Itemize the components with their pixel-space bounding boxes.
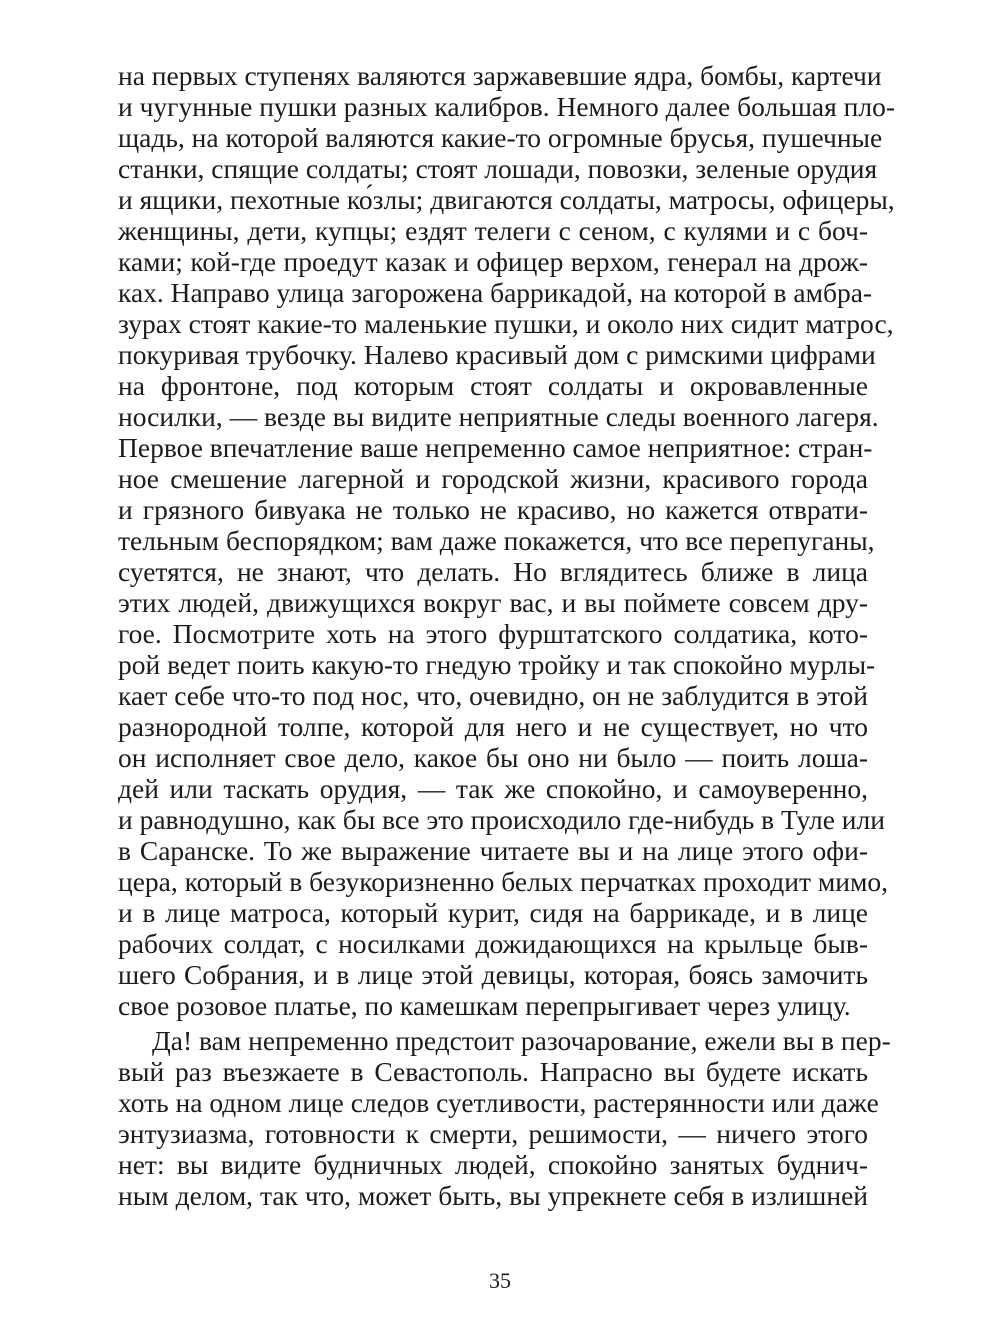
text-line: на фронтоне, под которым стоят солдаты и окровавленные (118, 370, 868, 401)
text-line: дей или таскать орудия, — так же спокойно, и самоуверенно, (118, 773, 868, 804)
text-line: Да! вам непременно предстоит разочарование, ежели вы в пер- (152, 1025, 891, 1056)
text-line: он исполняет свое дело, какое бы оно ни было — поить лоша- (118, 742, 868, 773)
text-line: энтузиазма, готовности к смерти, решимости, — ничего этого (118, 1118, 868, 1149)
paragraph-2 (118, 1025, 891, 1211)
text-line: носилки, — везде вы видите неприятные следы военного лагеря. (118, 401, 879, 432)
text-line: и грязного бивуака не только не красиво, но кажется отврати- (118, 494, 868, 525)
text-line: в Саранске. То же выражение читаете вы и на лице этого офи- (118, 835, 868, 866)
text-line: и ящики, пехотные ко́злы; двигаются солдаты, матросы, офицеры, (118, 184, 895, 215)
text-line: ное смешение лагерной и городской жизни, красивого города (118, 463, 868, 494)
text-line: тельным беспорядком; вам даже покажется, что все перепуганы, (118, 525, 875, 556)
text-line: нет: вы видите будничных людей, спокойно занятых буднич- (118, 1149, 868, 1180)
text-line: хоть на одном лице следов суетливости, растерянности или даже (118, 1087, 879, 1118)
page-number: 35 (489, 1268, 511, 1293)
text-line: покуривая трубочку. Налево красивый дом с римскими цифрами (118, 339, 876, 370)
text-line: женщины, дети, купцы; ездят телеги с сеном, с кулями и с боч- (118, 215, 868, 246)
text-line: рой ведет поить какую-то гнедую тройку и так спокойно мурлы- (118, 649, 876, 680)
text-line: этих людей, движущихся вокруг вас, и вы поймете совсем дру- (118, 587, 868, 618)
text-line: зурах стоят какие-то маленькие пушки, и около них сидит матрос, (118, 308, 894, 339)
text-line: и равнодушно, как бы все это происходило где-нибудь в Туле или (118, 804, 885, 835)
text-line: разнородной толпе, которой для него и не существует, но что (118, 711, 868, 742)
text-line: суетятся, не знают, что делать. Но вглядитесь ближе в лица (118, 556, 868, 587)
text-line: ках. Направо улица загорожена баррикадой, на которой в амбра- (118, 277, 873, 308)
text-line: и в лице матроса, который курит, сидя на баррикаде, и в лице (118, 897, 868, 928)
text-line: щадь, на которой валяются какие-то огромные брусья, пушечные (118, 122, 883, 153)
text-line: гое. Посмотрите хоть на этого фурштатского солдатика, кото- (118, 618, 868, 649)
text-line: кает себе что-то под нос, что, очевидно, он не заблудится в этой (118, 680, 868, 711)
text-line: ным делом, так что, может быть, вы упрекнете себя в излишней (118, 1180, 868, 1211)
text-line: рабочих солдат, с носилками дожидающихся на крыльце быв- (118, 928, 868, 959)
text-line: на первых ступенях валяются заржавевшие ядра, бомбы, картечи (118, 60, 882, 91)
text-line: и чугунные пушки разных калибров. Немного далее большая пло- (118, 91, 895, 122)
text-line: цера, который в безукоризненно белых перчатках проходит мимо, (118, 866, 888, 897)
text-line: свое розовое платье, по камешкам перепрыгивает через улицу. (118, 990, 851, 1021)
text-line: вый раз въезжаете в Севастополь. Напрасно вы будете искать (118, 1056, 868, 1087)
text-line: ками; кой-где проедут казак и офицер верхом, генерал на дрож- (118, 246, 868, 277)
text-line: станки, спящие солдаты; стоят лошади, повозки, зеленые орудия (118, 153, 878, 184)
text-line: шего Собрания, и в лице этой девицы, которая, боясь замочить (118, 959, 868, 990)
page-body (118, 60, 895, 1211)
paragraph-1 (118, 60, 895, 1021)
text-line: Первое впечатление ваше непременно самое неприятное: стран- (118, 432, 873, 463)
